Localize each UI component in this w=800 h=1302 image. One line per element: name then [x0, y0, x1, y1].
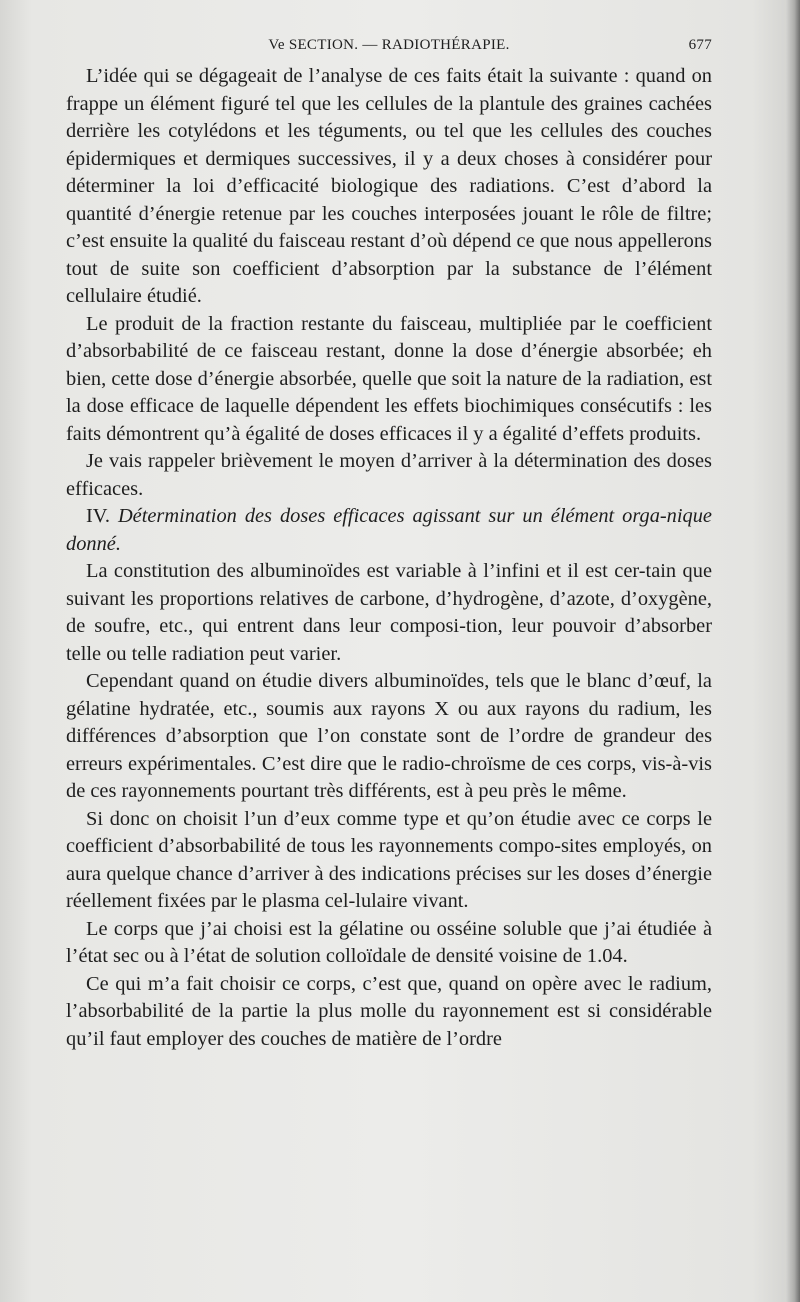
paragraph: Cependant quand on étudie divers albuminoïdes, tels que le blanc d’œuf, la gélatine hydratée, etc., soumis aux rayons X ou aux rayons du radium, les différences d’absorption que l’on constate sont de l’ordre de grandeur des erreurs expérimentales. C’est dire que le radio-chroïsme de ces corps, vis-à-vis de ces rayonnements pourtant très différents, est à peu près le même.: [66, 670, 712, 802]
page-edge-shadow: [786, 0, 800, 1302]
subheading-number: IV.: [86, 505, 110, 527]
subheading-title: Détermination des doses efficaces agissant sur un élément orga-nique donné.: [66, 505, 712, 555]
paragraph: Je vais rappeler brièvement le moyen d’arriver à la détermination des doses efficaces.: [66, 450, 712, 500]
page-number: 677: [688, 37, 712, 53]
paragraph: L’idée qui se dégageait de l’analyse de ces faits était la suivante : quand on frappe un élément figuré tel que les cellules de la plantule des graines cachées derrière les cotylédons et les téguments, ou tel que les cellules des couches épidermiques et dermiques successives, il y a deux choses à considérer pour déterminer la loi d’efficacité biologique des radiations. C’est d’abord la quantité d’énergie retenue par les couches interposées jouant le rôle de filtre; c’est ensuite la qualité du faisceau restant d’où dépend ce que nous appellerons tout de suite son coefficient d’absorption par la substance de l’élément cellulaire étudié.: [66, 65, 712, 307]
paragraph: Le corps que j’ai choisi est la gélatine ou osséine soluble que j’ai étudiée à l’état sec ou à l’état de solution colloïdale de densité voisine de 1.04.: [66, 917, 712, 967]
paragraph: La constitution des albuminoïdes est variable à l’infini et il est cer-tain que suivant les proportions relatives de carbone, d’hydrogène, d’azote, d’oxygène, de soufre, etc., qui entrent dans leur composi-tion, leur pouvoir d’absorber telle ou telle radiation peut varier.: [66, 560, 712, 665]
paragraph: Si donc on choisit l’un d’eux comme type et qu’on étudie avec ce corps le coefficient d’absorbabilité de tous les rayonnements compo-sites employés, on aura quelque chance d’arriver à des indications précises sur les doses d’énergie réellement fixées par le plasma cel-lulaire vivant.: [66, 807, 712, 912]
subheading: [66, 503, 712, 558]
paragraph: Le produit de la fraction restante du faisceau, multipliée par le coefficient d’absorbabilité de ce faisceau restant, donne la dose d’énergie absorbée; eh bien, cette dose d’énergie absorbée, quelle que soit la nature de la radiation, est la dose efficace de laquelle dépendent les effets biochimiques consécutifs : les faits démontrent qu’à égalité de doses efficaces il y a égalité d’effets produits.: [66, 312, 712, 445]
section-title: Ve SECTION. — RADIOTHÉRAPIE.: [268, 37, 510, 53]
body-text: [66, 63, 712, 1053]
paragraph: Ce qui m’a fait choisir ce corps, c’est que, quand on opère avec le radium, l’absorbabilité de la partie la plus molle du rayonnement est si considérable qu’il faut employer des couches de matière de l’ordre: [66, 972, 712, 1050]
running-header: [66, 37, 712, 59]
